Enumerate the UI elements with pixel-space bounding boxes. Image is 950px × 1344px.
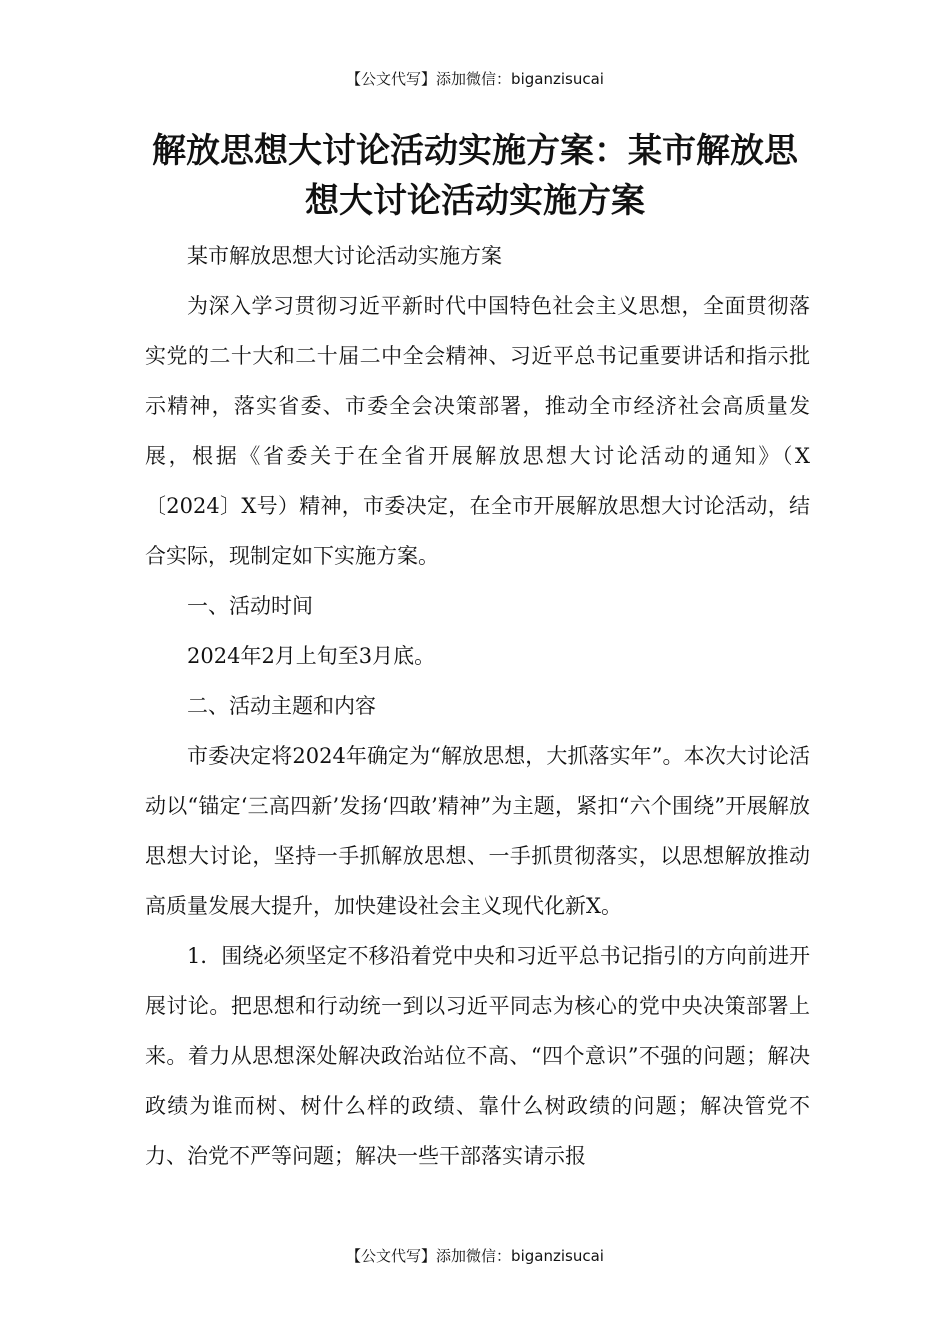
- footer-note: 【公文代写】添加微信：biganzisucai: [346, 1247, 604, 1265]
- header-note: 【公文代写】添加微信：biganzisucai: [346, 70, 604, 88]
- paragraph-intro: 为深入学习贯彻习近平新时代中国特色社会主义思想，全面贯彻落实党的二十大和二十届二中全会精神、习近平总书记重要讲话和指示批示精神，落实省委、市委全会决策部署，推动全市经济社会高质量发展，根据《省委关于在全省开展解放思想大讨论活动的通知》（X〔2024〕X号）精神，市委决定，在全市开展解放思想大讨论活动，结合实际，现制定如下实施方案。: [145, 294, 810, 568]
- section-heading-time: 一、活动时间: [187, 594, 313, 618]
- paragraph-time: 2024年2月上旬至3月底。: [187, 644, 436, 668]
- section-heading-theme: 二、活动主题和内容: [187, 694, 376, 718]
- document-body: [145, 231, 810, 1181]
- paragraph-item-1: 1．围绕必须坚定不移沿着党中央和习近平总书记指引的方向前进开展讨论。把思想和行动统一到以习近平同志为核心的党中央决策部署上来。着力从思想深处解决政治站位不高、“四个意识”不强的问题；解决政绩为谁而树、树什么样的政绩、靠什么树政绩的问题；解决管党不力、治党不严等问题；解决一些干部落实请示报: [145, 944, 810, 1168]
- document-title: 解放思想大讨论活动实施方案：某市解放思想大讨论活动实施方案: [152, 131, 798, 221]
- paragraph-theme: 市委决定将2024年确定为“解放思想，大抓落实年”。本次大讨论活动以“锚定‘三高四新’发扬‘四敢’精神”为主题，紧扣“六个围绕”开展解放思想大讨论，坚持一手抓解放思想、一手抓贯彻落实，以思想解放推动高质量发展大提升，加快建设社会主义现代化新X。: [145, 744, 810, 918]
- document-subtitle: 某市解放思想大讨论活动实施方案: [187, 244, 502, 268]
